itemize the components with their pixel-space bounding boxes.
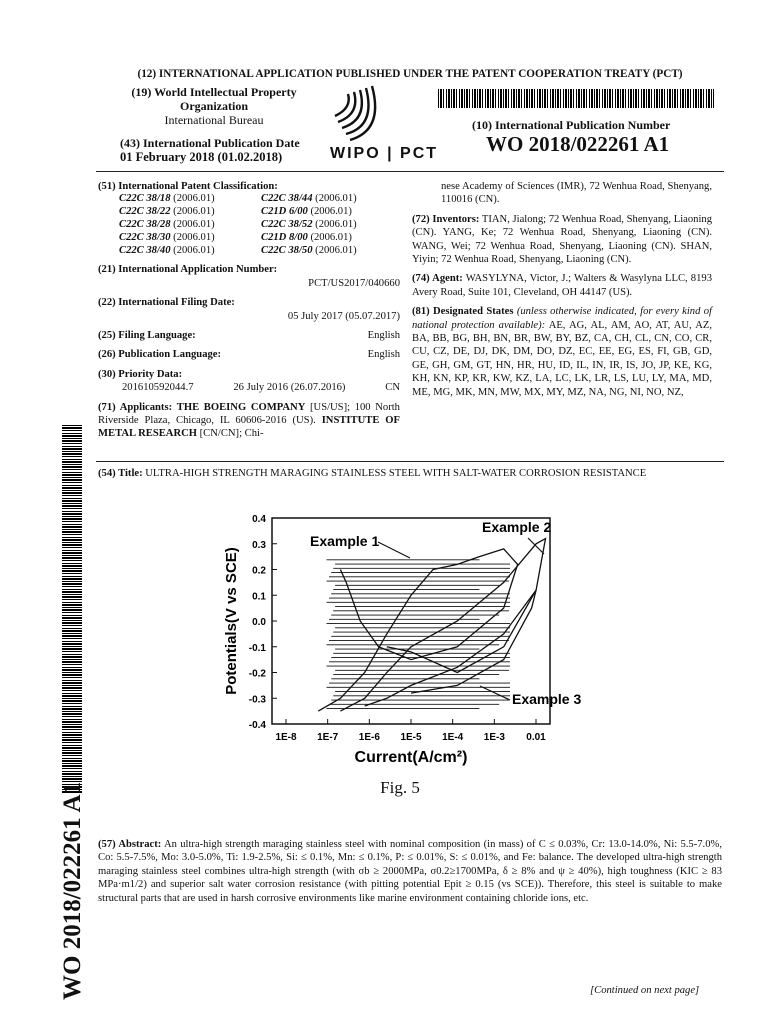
header-divider — [96, 171, 724, 172]
wipo-logo-icon — [332, 82, 392, 144]
x-tick-label: 1E-4 — [442, 732, 464, 743]
filing-date-block — [98, 296, 400, 323]
agent-label: (74) Agent: — [412, 273, 463, 285]
filing-language: English — [367, 330, 400, 342]
designated-states-list: AE, AG, AL, AM, AO, AT, AU, AZ, BA, BB, BG, BH, BN, BR, BW, BY, BZ, CA, CH, CL, CN, CO, CR, CU, CZ, DE, DJ, DK, DM, DO, DZ, EC, EE, EG, ES, FI, GB, GD, GE, GH, GM, GT, HN, HR, HU, ID, IL, IN, IR, IS, JO, JP, KE, KG, KH, KN, KP, KR, KW, KZ, LA, LC, LK, LR, LS, LU, LY, MA, MD, ME, MG, MK, MN, MW, MX, MY, MZ, NA, NG, NI, NO, NZ, — [412, 319, 712, 398]
application-number-label: (21) International Application Number: — [98, 264, 278, 276]
pub-date-label: (43) International Publication Date — [120, 136, 300, 150]
pct-heading: (12) INTERNATIONAL APPLICATION PUBLISHED UNDER THE PATENT COOPERATION TREATY (PCT) — [137, 68, 683, 80]
y-tick-label: -0.1 — [248, 642, 266, 654]
y-tick-label: -0.3 — [248, 694, 266, 706]
wipo-pct-text: WIPO | PCT — [330, 145, 439, 162]
classification-code-id: C21D 6/00 — [261, 206, 308, 218]
classification-code: C22C 38/52 (2006.01) — [261, 219, 357, 230]
applicant-1-address: [US/US]; 100 North Riverside Plaza, Chicago, IL 60606-2016 (US). — [98, 401, 400, 427]
continued-note: [Continued on next page] — [590, 985, 700, 996]
x-tick-label: 1E-6 — [358, 732, 380, 743]
priority-date: 26 July 2016 (26.07.2016) — [233, 382, 346, 394]
classification-code: C22C 38/44 (2006.01) — [261, 193, 357, 205]
filing-date: 05 July 2017 (05.07.2017) — [287, 310, 400, 322]
x-tick-label: 1E-3 — [483, 732, 505, 743]
title-text: ULTRA-HIGH STRENGTH MARAGING STAINLESS STEEL WITH SALT-WATER CORROSION RESISTANCE — [145, 468, 647, 479]
x-tick-label: 1E-5 — [400, 732, 422, 743]
publication-language-row — [98, 348, 400, 361]
y-axis-label: Potentials(V vs SCE) — [223, 547, 240, 695]
publication-language-label: (26) Publication Language: — [98, 349, 222, 361]
designated-states-block — [412, 305, 712, 399]
side-publication-number: WO 2018/022261 A1 — [59, 781, 86, 1000]
classification-code: C22C 38/50 (2006.01) — [261, 244, 357, 256]
y-tick-label: 0.1 — [252, 591, 266, 603]
classification-code-id: C22C 38/50 — [261, 244, 313, 256]
org-name: (19) World Intellectual Property — [131, 85, 297, 99]
figure-caption: Fig. 5 — [380, 778, 420, 797]
example-1-curve — [318, 549, 517, 711]
classification-code: C22C 38/40 (2006.01) — [119, 244, 215, 256]
classification-code-id: C22C 38/30 — [119, 231, 171, 243]
title-line — [98, 468, 724, 479]
classification-code-id: C22C 38/44 — [261, 193, 313, 205]
annotation-label: Example 3 — [512, 691, 582, 707]
abstract-text: An ultra-high strength maraging stainless steel with nominal composition (in mass) of C ≤ 0.03%, Cr: 13.0-14.0%, Ni: 5.5-7.0%, Co: 5.5-7.5%, Mo: 3.0-5.0%, Ti: 1.9-2.5%, Si: ≤ 0.1%, Mn: ≤ 0.1%, P: ≤ 0.01%, S: ≤ 0.01%, and Fe: balance. The developed ultra-high strength maraging stainless steel combines ultra-high strength (with σb ≥ 2000MPa, σ0.2≥1700MPa, δ ≥ 8% and ψ ≥ 40%), high toughness (KIC ≥ 83 MPa·m1/2) and superior salt water corrosion resistance (with pitting potential Epit ≥ 0.15 (vs SCE)). Therefore, this steel is suitable to make structural parts that are used in harsh corrosive environments like marine environment containing chloride ions, etc. — [98, 839, 722, 904]
classification-code-id: C22C 38/28 — [119, 219, 171, 230]
designated-states-note: (unless otherwise indicated, for every kind of national protection available): — [412, 306, 712, 331]
y-tick-label: 0.2 — [252, 565, 266, 577]
classification-code: C22C 38/22 (2006.01) — [119, 206, 215, 218]
y-tick-label: -0.2 — [248, 668, 266, 680]
agent-block — [412, 272, 712, 299]
filing-language-label: (25) Filing Language: — [98, 330, 196, 342]
org-bureau: International Bureau — [164, 113, 264, 127]
priority-label: (30) Priority Data: — [98, 368, 183, 380]
applicants-block — [98, 401, 400, 441]
filing-language-row — [98, 329, 400, 342]
applicants-label: (71) Applicants: — [98, 401, 173, 413]
priority-country: CN — [385, 382, 400, 394]
classification-code-id: C22C 38/22 — [119, 206, 171, 218]
annotation-arrow — [378, 542, 410, 558]
polarization-chart — [210, 500, 590, 780]
classification-code-id: C22C 38/52 — [261, 219, 313, 230]
classification-code: C21D 6/00 (2006.01) — [261, 206, 352, 218]
filing-date-label: (22) International Filing Date: — [98, 297, 235, 309]
pub-number: WO 2018/022261 A1 — [486, 132, 670, 156]
x-axis-label: Current(A/cm²) — [354, 749, 468, 766]
annotation-arrow — [480, 686, 510, 700]
x-tick-label: 1E-7 — [317, 732, 339, 743]
abstract-block — [98, 838, 722, 905]
classification-code: C22C 38/30 (2006.01) — [119, 231, 215, 243]
classification-code-id: C21D 8/00 — [261, 231, 308, 243]
inventors-text: TIAN, Jialong; 72 Wenhua Road, Shenyang, Liaoning (CN). YANG, Ke; 72 Wenhua Road, Shenyang, Liaoning (CN). WANG, Wei; 72 Wenhua Road, Shenyang, Liaoning (CN). SHAN, Yiyin; 72 Wenhua Road, Shenyang, Liaoning (CN). — [412, 213, 712, 266]
priority-block — [98, 368, 400, 395]
title-label: (54) Title: — [98, 468, 143, 479]
inventors-label: (72) Inventors: — [412, 213, 480, 225]
barcode-icon — [438, 89, 714, 108]
right-column — [412, 180, 712, 399]
classification-code-id: C22C 38/40 — [119, 244, 171, 256]
org-block — [116, 85, 312, 127]
applicant-2-address: [CN/CN]; Chi- — [199, 428, 264, 440]
classification-code-id: C22C 38/18 — [119, 193, 171, 205]
inventors-block — [412, 213, 712, 267]
applicant-1: THE BOEING COMPANY — [176, 401, 306, 413]
application-number-block — [98, 263, 400, 290]
y-tick-label: -0.4 — [248, 720, 266, 731]
publication-language: English — [367, 349, 400, 361]
agent-text: WASYLYNA, Victor, J.; Walters & Wasylyna LLC, 8193 Avery Road, Suite 101, Cleveland, OH 44147 (US). — [412, 273, 712, 298]
pub-date: 01 February 2018 (01.02.2018) — [120, 150, 283, 164]
classification-label: (51) International Patent Classification: — [98, 181, 278, 192]
pub-number-label: (10) International Publication Number — [472, 118, 671, 132]
left-column — [98, 180, 400, 441]
y-tick-label: 0.4 — [252, 514, 266, 525]
annotation-label: Example 2 — [482, 519, 552, 535]
designated-states-label: (81) Designated States — [412, 306, 514, 318]
x-tick-label: 1E-8 — [275, 732, 297, 743]
priority-number: 201610592044.7 — [122, 382, 194, 394]
classification-code: C22C 38/28 (2006.01) — [119, 219, 215, 230]
annotation-label: Example 1 — [310, 533, 380, 549]
abstract-label: (57) Abstract: — [98, 839, 162, 850]
org-name-2: Organization — [180, 99, 248, 113]
title-divider — [96, 461, 724, 462]
classification-code: C22C 38/18 (2006.01) — [119, 193, 215, 205]
priority-row — [98, 381, 400, 394]
classification-codes — [119, 193, 400, 257]
y-tick-label: 0.0 — [252, 617, 266, 628]
y-tick-label: 0.3 — [252, 539, 266, 551]
x-tick-label: 0.01 — [526, 732, 546, 743]
vertical-barcode-icon — [62, 425, 82, 793]
classification-code: C21D 8/00 (2006.01) — [261, 231, 352, 243]
classification-block — [98, 180, 400, 257]
applicant-2: INSTITUTE OF METAL RESEARCH — [98, 415, 401, 440]
applicant-continuation: nese Academy of Sciences (IMR), 72 Wenhua Road, Shenyang, 110016 (CN). — [441, 181, 712, 206]
application-number: PCT/US2017/040660 — [308, 277, 400, 289]
